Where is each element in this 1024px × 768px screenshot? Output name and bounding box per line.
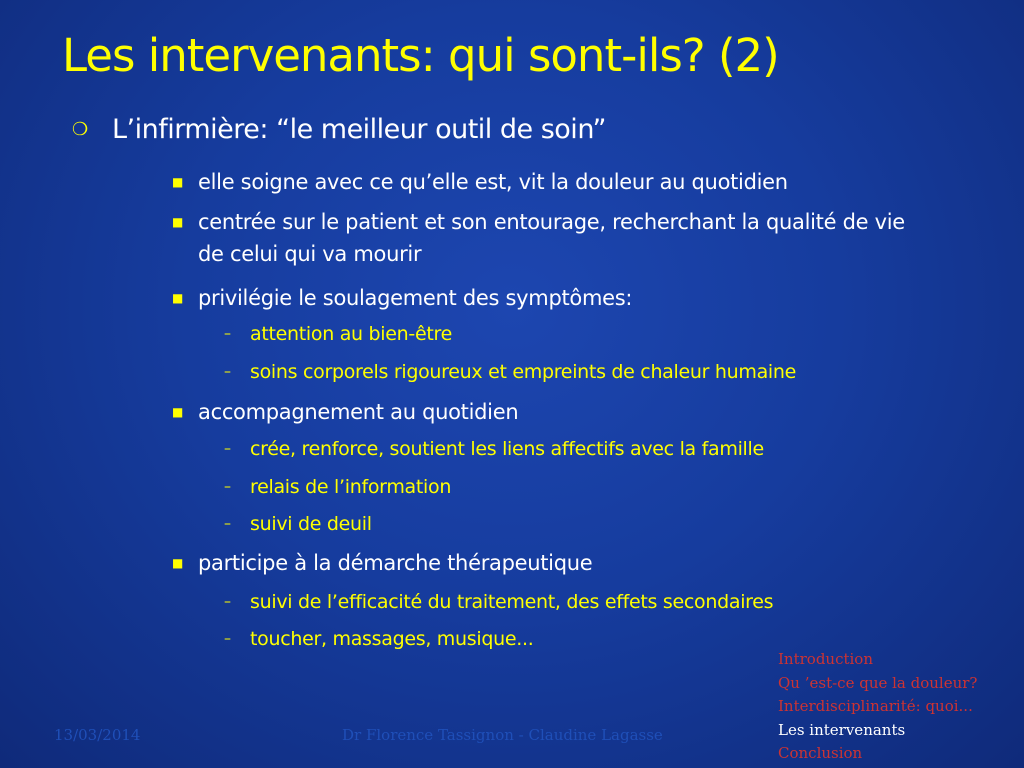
heading-bullet bbox=[72, 114, 606, 145]
square-bullet-icon: ■ bbox=[172, 175, 184, 189]
bullet-text: centrée sur le patient et son entourage, recherchant la qualité de vie de celui qui va mourir bbox=[198, 210, 905, 266]
bullet-item bbox=[172, 282, 932, 314]
nav-link-douleur[interactable]: Qu ’est-ce que la douleur? bbox=[778, 673, 978, 692]
square-bullet-icon: ■ bbox=[172, 405, 184, 419]
bullet-text: accompagnement au quotidien bbox=[198, 400, 519, 424]
dash-bullet-icon: – bbox=[224, 326, 231, 342]
footer-author: Dr Florence Tassignon - Claudine Lagasse bbox=[342, 726, 663, 744]
sub-bullet-item bbox=[224, 589, 944, 615]
square-bullet-icon: ■ bbox=[172, 291, 184, 305]
dash-bullet-icon: – bbox=[224, 479, 231, 495]
bullet-item bbox=[172, 396, 932, 428]
sub-bullet-item bbox=[224, 359, 944, 385]
sub-bullet-text: toucher, massages, musique... bbox=[250, 628, 534, 650]
hollow-circle-bullet-icon: ❍ bbox=[72, 119, 88, 140]
sub-bullet-text: suivi de deuil bbox=[250, 513, 372, 535]
sub-bullet-item bbox=[224, 511, 944, 537]
bullet-item bbox=[172, 166, 932, 198]
sub-bullet-text: soins corporels rigoureux et empreints de chaleur humaine bbox=[250, 361, 797, 383]
sub-bullet-item bbox=[224, 321, 944, 347]
dash-bullet-icon: – bbox=[224, 441, 231, 457]
dash-bullet-icon: – bbox=[224, 364, 231, 380]
heading-bullet-text: L’infirmière: “le meilleur outil de soin” bbox=[112, 114, 606, 145]
nav-link-intervenants-current[interactable]: Les intervenants bbox=[778, 720, 906, 739]
dash-bullet-icon: – bbox=[224, 594, 231, 610]
slide-title: Les intervenants: qui sont-ils? (2) bbox=[62, 29, 779, 82]
square-bullet-icon: ■ bbox=[172, 215, 184, 229]
slide-navigation bbox=[778, 648, 977, 766]
bullet-item bbox=[172, 206, 932, 270]
sub-bullet-item bbox=[224, 436, 944, 462]
dash-bullet-icon: – bbox=[224, 631, 231, 647]
bullet-text: participe à la démarche thérapeutique bbox=[198, 551, 593, 575]
sub-bullet-text: relais de l’information bbox=[250, 476, 452, 498]
bullet-text: privilégie le soulagement des symptômes: bbox=[198, 286, 633, 310]
bullet-text: elle soigne avec ce qu’elle est, vit la douleur au quotidien bbox=[198, 170, 788, 194]
nav-link-interdisciplinarite[interactable]: Interdisciplinarité: quoi... bbox=[778, 697, 973, 715]
footer-date: 13/03/2014 bbox=[54, 726, 141, 744]
sub-bullet-text: suivi de l’efficacité du traitement, des effets secondaires bbox=[250, 591, 774, 613]
square-bullet-icon: ■ bbox=[172, 556, 184, 570]
dash-bullet-icon: – bbox=[224, 516, 231, 532]
nav-link-introduction[interactable]: Introduction bbox=[778, 650, 873, 668]
sub-bullet-item bbox=[224, 474, 944, 500]
bullet-item bbox=[172, 547, 932, 579]
sub-bullet-text: crée, renforce, soutient les liens affectifs avec la famille bbox=[250, 438, 764, 460]
sub-bullet-text: attention au bien-être bbox=[250, 323, 452, 345]
nav-link-conclusion[interactable]: Conclusion bbox=[778, 744, 863, 762]
